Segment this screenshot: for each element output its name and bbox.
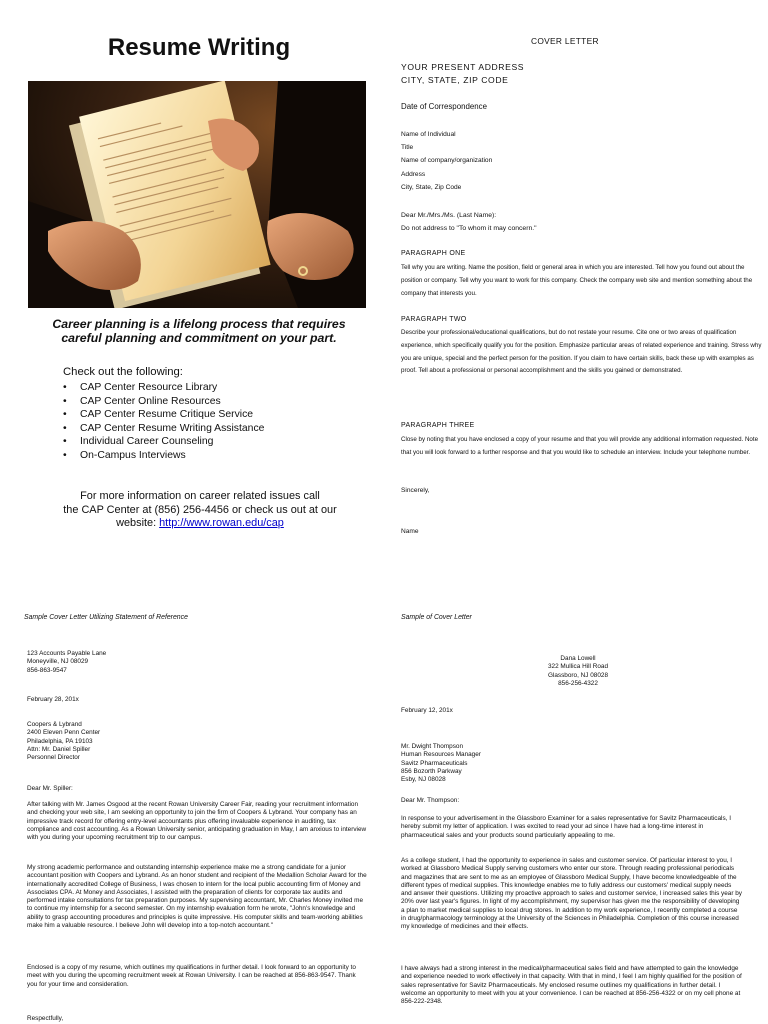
- signature-name: Name: [401, 528, 419, 535]
- sender-line: Glassboro, NJ 08028: [547, 671, 609, 679]
- recipient-line: Name of company/organization: [401, 157, 493, 165]
- reference-recipient: [27, 721, 367, 762]
- reference-paragraph-3: Enclosed is a copy of my resume, which outlines my qualifications in further detail. I look forward to an opportunity to meet with you during the upcoming recruitment week at Rowan University. I can be reached at 856-863-9547. Thank you for your time and consideration.: [27, 964, 356, 988]
- reference-paragraph-2: My strong academic performance and outstanding internship experience make me a strong candidate for a junior accountant position with Coopers and Lybrand. As an honor student and recipient of the Medallion Scholar Award for the internationally accredited College of Business, I was chosen to intern for the local public accounting firm of Money and Associates CPA. At Money and Associates, I assisted with the preparation of clients for corporate tax audits and performed intake consultations for tax preparation purposes. My supervising accountant, Mr. Charles Money invited me to continue my internship for a second semester. On my internship evaluation form he wrote, "John's knowledge and ability to grasp accounting procedures and principles is quite impressive. His computer skills and team-working abilities make him a valuable resource. I believe John will develop into a top-notch accountant.": [27, 864, 367, 930]
- recipient-line: 2400 Eleven Penn Center: [27, 729, 101, 737]
- sample-cover-caption: Sample of Cover Letter: [401, 614, 472, 621]
- recipient-line: Savitz Pharmaceuticals: [401, 759, 468, 767]
- recipient-line: 856 Bozorth Parkway: [401, 767, 462, 775]
- address-line: CITY, STATE, ZIP CODE: [401, 74, 509, 85]
- recipient-line: Mr. Dwight Thompson: [401, 743, 464, 750]
- reference-date: February 28, 201x: [27, 696, 79, 703]
- tagline: [30, 317, 368, 345]
- sender-line: Dana Lowell: [560, 655, 596, 662]
- sender-line: 856-863-9547: [27, 666, 67, 674]
- sender-line: 322 Mullica Hill Road: [547, 663, 609, 671]
- service-item: • CAP Center Resource Library: [63, 381, 264, 395]
- cover-date: February 12, 201x: [401, 707, 453, 714]
- paragraph-three-heading: PARAGRAPH THREE: [401, 422, 475, 429]
- sample-reference-caption: Sample Cover Letter Utilizing Statement of Reference: [24, 614, 188, 621]
- service-item: • CAP Center Online Resources: [63, 395, 264, 409]
- reference-salutation: Dear Mr. Spiller:: [27, 785, 73, 792]
- cover-paragraph-3: I have always had a strong interest in the medical/pharmaceutical sales field and have attempted to gain the knowledge and experience needed to work effectively in that capacity. With that in mind, I feel I am highly qualified for the position of sales representative for Savitz Pharmaceuticals. My enclosed resume outlines my qualifications in further detail. I welcome an opportunity to meet with you at your convenience. I can be reached at 856-256-4322 or on my cell phone at 856-222-2348.: [401, 965, 742, 1006]
- more-info-line: For more information on career related issues call: [80, 490, 320, 502]
- website-line: [40, 517, 360, 531]
- service-item: • Individual Career Counseling: [63, 435, 264, 449]
- paragraph-one-text: Tell why you are writing. Name the position, field or general area in which you are interested. Tell how you found out about the position or company. Tell why you want to work for this company. Check the company web site and mention something about the company that interests you.: [401, 264, 753, 297]
- recipient-line: Coopers & Lybrand: [27, 721, 82, 728]
- tagline-line: careful planning and commitment on your part.: [61, 331, 337, 345]
- service-item: • CAP Center Resume Critique Service: [63, 408, 264, 422]
- sender-line: Moneyville, NJ 08029: [27, 658, 89, 666]
- tagline-line: Career planning is a lifelong process that requires: [52, 317, 346, 331]
- correspondence-date: Date of Correspondence: [401, 102, 487, 111]
- paragraph-two-heading: PARAGRAPH TWO: [401, 316, 467, 323]
- service-item: • On-Campus Interviews: [63, 449, 264, 463]
- salutation-note: Do not address to "To whom it may concern.": [401, 225, 537, 232]
- more-info: [40, 490, 360, 531]
- sender-line: 123 Accounts Payable Lane: [27, 650, 107, 657]
- website-prefix: website:: [116, 517, 160, 529]
- recipient-line: Human Resources Manager: [401, 751, 481, 759]
- reference-closing: Respectfully,: [27, 1015, 64, 1022]
- sender-line: 856-256-4322: [558, 679, 598, 687]
- paragraph-two-text: Describe your professional/educational qualifications, but do not restate your resume. Cite one or two areas of qualification experience, which specifically qualify you for the position. Emphasize particular areas of related experience and training. Stress why you are unique, special and the perfect person for the position. If you claim to have certain skills, back these up with examples as proof. Tell about a professional or personal accomplishment and the skills you gained or demonstrated.: [401, 329, 762, 375]
- present-address: [401, 61, 524, 86]
- cover-paragraph-2: As a college student, I had the opportunity to experience in sales and customer service. Of particular interest to you, I worked at Glassboro Medical Supply serving customers who enter our store. Through reading professional periodicals and magazines that are sent to me as an employee of Glassboro Medical Supply, I have become knowledgeable of the different types of medical supplies. This knowledge enables me to fully address our customers' medical supply needs and answer their questions. Utilizing my proactive approach to sales and customer service, I increased sales this year by 20% over last year's figures. In light of my accomplishment, my supervisor has given me the responsibility of developing a plan to market medical supplies to local drug stores. In addition to my work experience, I recently completed a course in drug/pharmacology terminology at the University of the Sciences in Philadelphia. Completion of this course increased my knowledge of medicines and their effects.: [401, 857, 742, 931]
- resume-review-photo: [28, 81, 366, 308]
- reference-sender: [27, 650, 367, 675]
- more-info-line: the CAP Center at (856) 256-4456 or check us out at our: [63, 503, 337, 516]
- salutation: Dear Mr./Mrs./Ms. (Last Name):: [401, 212, 497, 219]
- services-list: [63, 381, 264, 463]
- recipient-line: Philadelphia, PA 19103: [27, 737, 93, 745]
- salutation-block: [401, 209, 537, 235]
- reference-paragraph-1: After talking with Mr. James Osgood at the recent Rowan University Career Fair, reading your recruitment information and checking your web site, I am seeking an opportunity to join the firm of Coopers & Lybrand. Your company has an impressive track record for offering entry-level accountants plus offering invaluable experience in auditing, tax compliance and cost accounting. As a Rowan University senior, anticipating graduation in May, I am anxious to interview with you during your upcoming recruitment trip to our campus.: [27, 801, 367, 842]
- recipient-line: City, State, Zip Code: [401, 183, 462, 191]
- cover-salutation: Dear Mr. Thompson:: [401, 797, 460, 804]
- address-line: YOUR PRESENT ADDRESS: [401, 62, 525, 72]
- recipient-line: Name of Individual: [401, 131, 456, 138]
- cover-paragraph-1: In response to your advertisement in the Glassboro Examiner for a sales representative for Savitz Pharmaceuticals, I hereby submit my letter of application. I was excited to read your ad since I have had a long-time interest in pharmaceutical sales and your products sound particularly appealing to me.: [401, 815, 731, 839]
- service-item: • CAP Center Resume Writing Assistance: [63, 422, 264, 436]
- brochure-title: Resume Writing: [107, 34, 291, 61]
- recipient-line: Personnel Director: [27, 754, 80, 762]
- checkout-heading: Check out the following:: [63, 366, 183, 378]
- recipient-line: Esby, NJ 08028: [401, 776, 446, 784]
- paragraph-three-text: Close by noting that you have enclosed a copy of your resume and that you will provide any additional information requested. Note that you will look forward to a further response and that you would like to schedule an interview. Include your telephone number.: [401, 436, 759, 456]
- recipient-line: Attn: Mr. Daniel Spiller: [27, 745, 91, 753]
- cover-recipient: [401, 743, 741, 784]
- cover-letter-heading: COVER LETTER: [531, 36, 599, 46]
- recipient-line: Title: [401, 144, 414, 152]
- cover-sender: [500, 655, 656, 688]
- recipient-line: Address: [401, 170, 426, 178]
- website-link[interactable]: http://www.rowan.edu/cap: [159, 517, 284, 529]
- recipient-block: [401, 128, 492, 194]
- closing: Sincerely,: [401, 487, 430, 494]
- paragraph-one-heading: PARAGRAPH ONE: [401, 250, 466, 257]
